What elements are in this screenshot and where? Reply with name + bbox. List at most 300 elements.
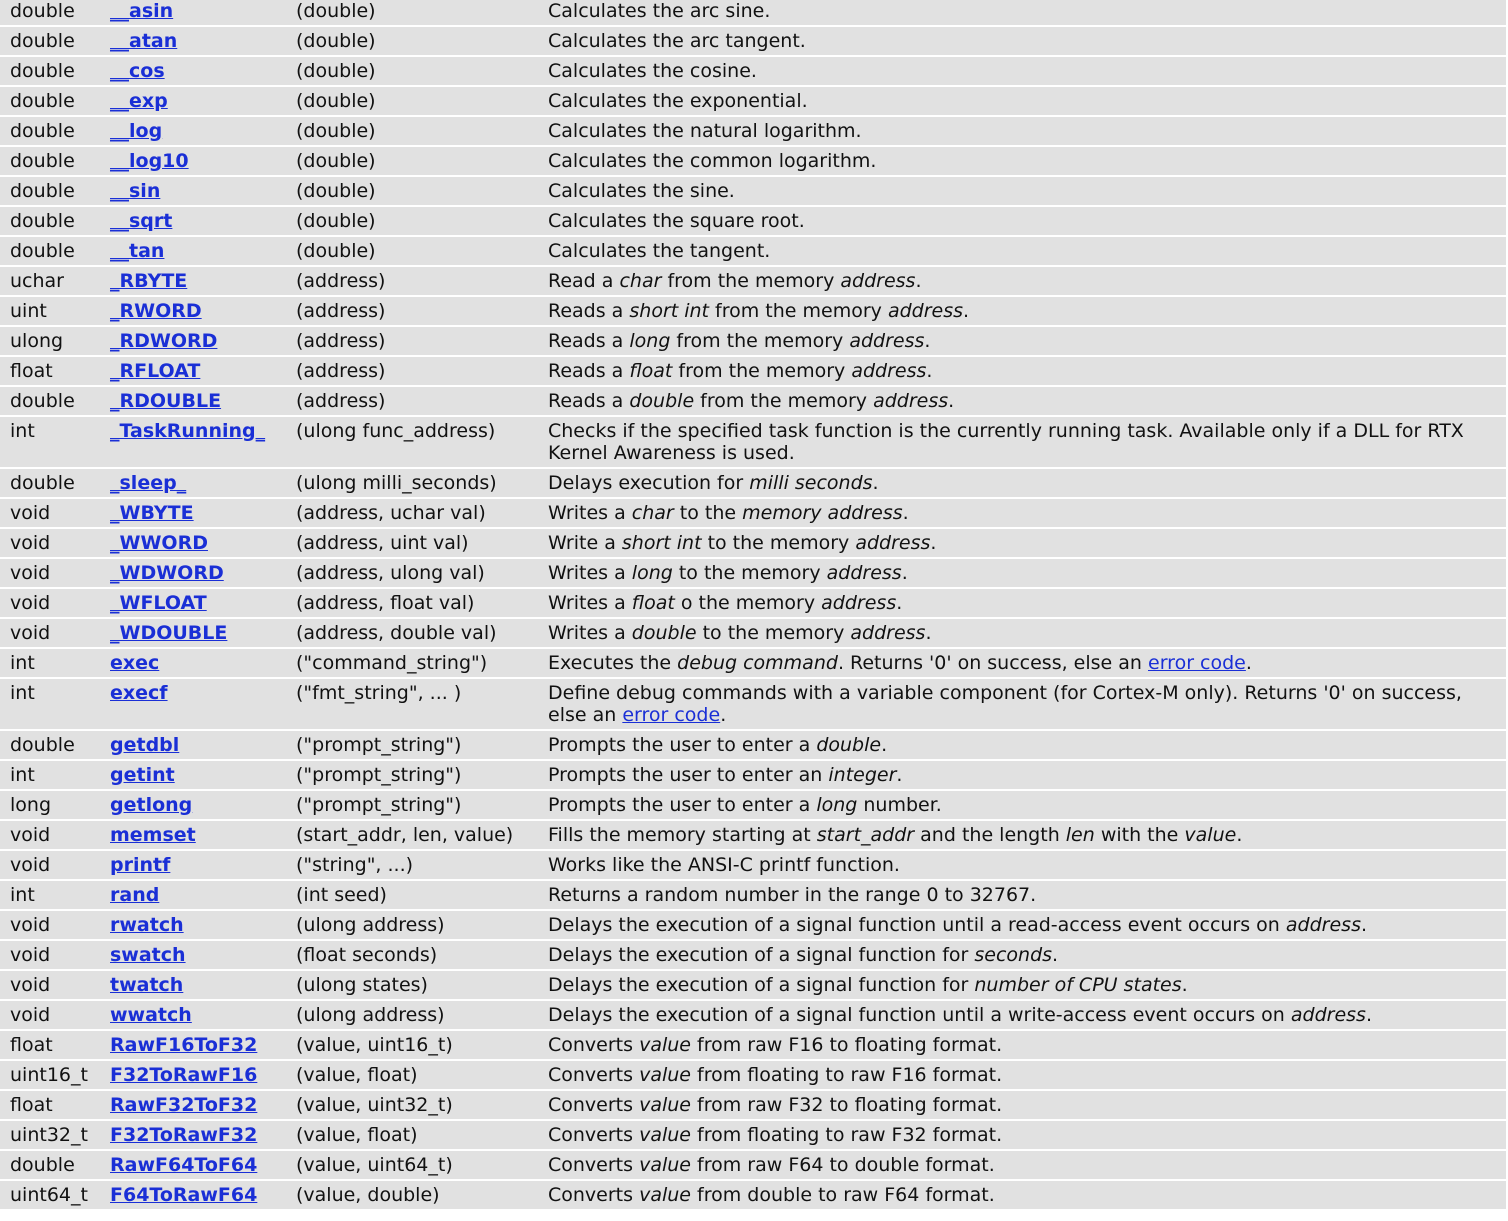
function-name-cell — [104, 1030, 286, 1060]
table-row — [0, 588, 1506, 618]
description-text: from the memory — [694, 390, 874, 412]
description-text: . — [896, 592, 903, 614]
table-row — [0, 326, 1506, 356]
function-name-cell — [104, 56, 286, 86]
return-type: int — [0, 678, 104, 730]
description-text: . — [963, 300, 970, 322]
parameters: (double) — [286, 26, 538, 56]
description-emphasis: short int — [621, 532, 702, 554]
table-row — [0, 1030, 1506, 1060]
description-text: Calculates the common logarithm. — [548, 150, 877, 172]
function-link[interactable]: swatch — [110, 944, 186, 966]
function-name-cell — [104, 146, 286, 176]
return-type: uint64_t — [0, 1180, 104, 1210]
description-text: from the memory — [670, 330, 850, 352]
function-name-cell — [104, 678, 286, 730]
table-row — [0, 146, 1506, 176]
description-emphasis: address — [850, 622, 926, 644]
return-type: void — [0, 588, 104, 618]
description-text: to the memory — [672, 562, 827, 584]
table-row — [0, 1000, 1506, 1030]
function-link[interactable]: _RDWORD — [110, 330, 218, 352]
description — [538, 910, 1506, 940]
parameters: (start_addr, len, value) — [286, 820, 538, 850]
parameters: ("prompt_string") — [286, 730, 538, 760]
description — [538, 1030, 1506, 1060]
description — [538, 498, 1506, 528]
description-emphasis: address — [826, 562, 902, 584]
description-text: . Returns '0' on success, else an — [837, 652, 1149, 674]
description-emphasis: debug command — [677, 652, 838, 674]
description-text: Delays the execution of a signal function until a read-access event occurs on — [548, 914, 1286, 936]
description-emphasis: address — [851, 360, 927, 382]
table-row — [0, 86, 1506, 116]
description — [538, 236, 1506, 266]
description — [538, 678, 1506, 730]
parameters: (ulong states) — [286, 970, 538, 1000]
description-text: from raw F64 to double format. — [690, 1154, 995, 1176]
description-emphasis: number of CPU states — [974, 974, 1182, 996]
return-type: double — [0, 206, 104, 236]
description-text: Converts — [548, 1154, 640, 1176]
description-text: Executes the — [548, 652, 678, 674]
function-name-cell — [104, 528, 286, 558]
description-text: from the memory — [661, 270, 841, 292]
function-link[interactable]: execf — [110, 682, 168, 704]
description-text: . — [925, 622, 932, 644]
return-type: void — [0, 618, 104, 648]
parameters: (double) — [286, 116, 538, 146]
return-type: uint16_t — [0, 1060, 104, 1090]
function-link[interactable]: __log10 — [110, 150, 189, 172]
function-link[interactable]: getlong — [110, 794, 193, 816]
function-name-cell — [104, 730, 286, 760]
function-name-cell — [104, 880, 286, 910]
description-text: Calculates the sine. — [548, 180, 735, 202]
function-name-cell — [104, 176, 286, 206]
parameters: (address, float val) — [286, 588, 538, 618]
function-link[interactable]: _WFLOAT — [110, 592, 207, 614]
return-type: uint32_t — [0, 1120, 104, 1150]
description — [538, 116, 1506, 146]
description — [538, 386, 1506, 416]
table-row — [0, 880, 1506, 910]
function-link[interactable]: getdbl — [110, 734, 180, 756]
table-row — [0, 498, 1506, 528]
function-link[interactable]: __log — [110, 120, 163, 142]
description-text: Converts — [548, 1184, 640, 1206]
table-row — [0, 528, 1506, 558]
function-link[interactable]: __sin — [110, 180, 161, 202]
function-name-cell — [104, 498, 286, 528]
description-text: Delays the execution of a signal function for — [548, 974, 975, 996]
description — [538, 206, 1506, 236]
return-type: void — [0, 970, 104, 1000]
description-text: Calculates the cosine. — [548, 60, 757, 82]
return-type: void — [0, 1000, 104, 1030]
function-link[interactable]: __cos — [110, 60, 165, 82]
return-type: double — [0, 86, 104, 116]
parameters: (float seconds) — [286, 940, 538, 970]
function-link[interactable]: __sqrt — [110, 210, 173, 232]
description-text: Writes a — [548, 622, 632, 644]
description-emphasis: float — [629, 360, 673, 382]
return-type: uchar — [0, 266, 104, 296]
function-name-cell — [104, 296, 286, 326]
error-code-link[interactable]: error code — [622, 704, 721, 726]
return-type: void — [0, 940, 104, 970]
parameters: (double) — [286, 146, 538, 176]
description-emphasis: short int — [629, 300, 710, 322]
parameters: (double) — [286, 86, 538, 116]
table-row — [0, 910, 1506, 940]
return-type: void — [0, 558, 104, 588]
function-name-cell — [104, 1090, 286, 1120]
description-text: Converts — [548, 1064, 640, 1086]
function-name-cell — [104, 356, 286, 386]
description-emphasis: value — [639, 1124, 691, 1146]
description-text: from raw F32 to floating format. — [690, 1094, 1003, 1116]
parameters: (value, float) — [286, 1060, 538, 1090]
description-text: . — [901, 562, 908, 584]
description — [538, 266, 1506, 296]
description-emphasis: value — [1184, 824, 1237, 846]
return-type: double — [0, 176, 104, 206]
function-link[interactable]: _WBYTE — [110, 502, 194, 524]
description — [538, 588, 1506, 618]
function-name-cell — [104, 1150, 286, 1180]
description-text: number. — [857, 794, 942, 816]
description-text: Reads a — [548, 330, 630, 352]
function-name-cell — [104, 970, 286, 1000]
description-text: Fills the memory starting at — [548, 824, 817, 846]
description-text: from the memory — [672, 360, 852, 382]
function-link[interactable]: _TaskRunning_ — [110, 420, 266, 442]
description-text: Writes a — [548, 562, 632, 584]
description-text: Delays the execution of a signal function for — [548, 944, 975, 966]
description-emphasis: double — [816, 734, 882, 756]
description — [538, 1060, 1506, 1090]
return-type: double — [0, 236, 104, 266]
description — [538, 176, 1506, 206]
table-row — [0, 1090, 1506, 1120]
description — [538, 880, 1506, 910]
function-link[interactable]: __exp — [110, 90, 168, 112]
function-link[interactable]: _RFLOAT — [110, 360, 201, 382]
description-text: . — [926, 360, 933, 382]
function-name-cell — [104, 266, 286, 296]
function-name-cell — [104, 236, 286, 266]
description-emphasis: start_addr — [816, 824, 915, 846]
table-row — [0, 730, 1506, 760]
return-type: double — [0, 146, 104, 176]
parameters: (address, double val) — [286, 618, 538, 648]
function-name-cell — [104, 648, 286, 678]
return-type: int — [0, 880, 104, 910]
description-text: Calculates the square root. — [548, 210, 805, 232]
description-text: Calculates the exponential. — [548, 90, 808, 112]
parameters: (double) — [286, 56, 538, 86]
description-text: . — [872, 472, 879, 494]
function-link[interactable]: RawF16ToF32 — [110, 1034, 258, 1056]
description — [538, 1180, 1506, 1210]
description — [538, 356, 1506, 386]
error-code-link[interactable]: error code — [1148, 652, 1246, 674]
description — [538, 1120, 1506, 1150]
function-link[interactable]: RawF32ToF32 — [110, 1094, 258, 1116]
description-emphasis: double — [631, 622, 697, 644]
description-emphasis: address — [821, 592, 897, 614]
parameters: (int seed) — [286, 880, 538, 910]
description-text: Write a — [548, 532, 622, 554]
description — [538, 760, 1506, 790]
description-text: Reads a — [548, 390, 630, 412]
description-text: Reads a — [548, 300, 630, 322]
parameters: ("prompt_string") — [286, 790, 538, 820]
table-row — [0, 236, 1506, 266]
function-name-cell — [104, 0, 286, 26]
parameters: (value, double) — [286, 1180, 538, 1210]
function-link[interactable]: F32ToRawF32 — [110, 1124, 258, 1146]
table-row — [0, 1120, 1506, 1150]
parameters: ("fmt_string", ... ) — [286, 678, 538, 730]
description — [538, 528, 1506, 558]
parameters: (address) — [286, 266, 538, 296]
description-text: . — [1245, 652, 1252, 674]
description — [538, 940, 1506, 970]
description-emphasis: address — [855, 532, 931, 554]
function-link[interactable]: _WDOUBLE — [110, 622, 228, 644]
function-name-cell — [104, 326, 286, 356]
description-emphasis: char — [631, 502, 674, 524]
table-row — [0, 850, 1506, 880]
function-link[interactable]: exec — [110, 652, 160, 674]
description-emphasis: seconds — [974, 944, 1053, 966]
table-row — [0, 820, 1506, 850]
return-type: double — [0, 468, 104, 498]
function-link[interactable]: _WDWORD — [110, 562, 224, 584]
table-row — [0, 760, 1506, 790]
parameters: (ulong address) — [286, 1000, 538, 1030]
return-type: double — [0, 26, 104, 56]
parameters: (double) — [286, 176, 538, 206]
parameters: (address) — [286, 386, 538, 416]
table-row — [0, 618, 1506, 648]
description-text: Delays the execution of a signal function until a write-access event occurs on — [548, 1004, 1291, 1026]
function-link[interactable]: _sleep_ — [110, 472, 187, 494]
function-name-cell — [104, 468, 286, 498]
description — [538, 970, 1506, 1000]
return-type: double — [0, 116, 104, 146]
function-link[interactable]: __asin — [110, 0, 174, 22]
return-type: int — [0, 416, 104, 468]
description — [538, 1150, 1506, 1180]
function-link[interactable]: getint — [110, 764, 175, 786]
description — [538, 326, 1506, 356]
function-name-cell — [104, 116, 286, 146]
description-text: from floating to raw F32 format. — [690, 1124, 1003, 1146]
description-text: Converts — [548, 1034, 640, 1056]
description-text: from double to raw F64 format. — [690, 1184, 995, 1206]
return-type: void — [0, 910, 104, 940]
description-text: from floating to raw F16 format. — [690, 1064, 1003, 1086]
function-name-cell — [104, 206, 286, 236]
table-row — [0, 1060, 1506, 1090]
parameters: (address) — [286, 356, 538, 386]
description-text: . — [1236, 824, 1243, 846]
function-link[interactable]: rand — [110, 884, 160, 906]
description-text: . — [902, 502, 909, 524]
description-emphasis: address — [1285, 914, 1361, 936]
description — [538, 618, 1506, 648]
function-name-cell — [104, 1000, 286, 1030]
parameters: (value, uint64_t) — [286, 1150, 538, 1180]
function-link[interactable]: _RBYTE — [110, 270, 188, 292]
function-name-cell — [104, 386, 286, 416]
description-emphasis: value — [639, 1184, 691, 1206]
description — [538, 1090, 1506, 1120]
function-link[interactable]: F32ToRawF16 — [110, 1064, 258, 1086]
return-type: float — [0, 1090, 104, 1120]
description — [538, 790, 1506, 820]
description-emphasis: address — [849, 330, 925, 352]
description-emphasis: address — [873, 390, 949, 412]
function-link[interactable]: _RWORD — [110, 300, 202, 322]
description-emphasis: char — [619, 270, 662, 292]
function-link[interactable]: __atan — [110, 30, 178, 52]
description — [538, 146, 1506, 176]
function-link[interactable]: __tan — [110, 240, 165, 262]
description-text: to the memory — [696, 622, 851, 644]
return-type: double — [0, 386, 104, 416]
return-type: void — [0, 528, 104, 558]
function-name-cell — [104, 26, 286, 56]
description-emphasis: milli seconds — [749, 472, 873, 494]
description — [538, 1000, 1506, 1030]
return-type: ulong — [0, 326, 104, 356]
description-text: Writes a — [548, 502, 632, 524]
return-type: double — [0, 1150, 104, 1180]
description — [538, 56, 1506, 86]
parameters: (ulong func_address) — [286, 416, 538, 468]
table-row — [0, 678, 1506, 730]
description — [538, 648, 1506, 678]
function-link[interactable]: memset — [110, 824, 196, 846]
description-text: Prompts the user to enter a — [548, 794, 817, 816]
description-text: Converts — [548, 1094, 640, 1116]
table-row — [0, 970, 1506, 1000]
function-link[interactable]: _RDOUBLE — [110, 390, 222, 412]
description-text: with the — [1094, 824, 1185, 846]
description-emphasis: integer — [828, 764, 897, 786]
table-row — [0, 468, 1506, 498]
return-type: int — [0, 648, 104, 678]
table-row — [0, 940, 1506, 970]
description-emphasis: value — [639, 1034, 691, 1056]
description-emphasis: address — [1290, 1004, 1366, 1026]
description-text: Delays execution for — [548, 472, 750, 494]
table-row — [0, 558, 1506, 588]
description-emphasis: long — [631, 562, 673, 584]
description-emphasis: double — [629, 390, 695, 412]
description-text: from raw F16 to floating format. — [690, 1034, 1003, 1056]
parameters: (value, uint32_t) — [286, 1090, 538, 1120]
table-row — [0, 206, 1506, 236]
return-type: void — [0, 850, 104, 880]
function-name-cell — [104, 618, 286, 648]
description — [538, 296, 1506, 326]
description-text: . — [930, 532, 937, 554]
description — [538, 820, 1506, 850]
function-link[interactable]: RawF64ToF64 — [110, 1154, 258, 1176]
description-text: . — [720, 704, 727, 726]
description-emphasis: long — [629, 330, 671, 352]
parameters: (address) — [286, 296, 538, 326]
description-text: . — [1365, 1004, 1372, 1026]
parameters: (ulong address) — [286, 910, 538, 940]
function-link[interactable]: _WWORD — [110, 532, 208, 554]
table-row — [0, 1180, 1506, 1210]
function-name-cell — [104, 790, 286, 820]
table-row — [0, 176, 1506, 206]
description-text: Checks if the specified task function is the currently running task. Available only if a DLL for RTX Kernel Awareness is used. — [548, 420, 1464, 464]
parameters: (double) — [286, 206, 538, 236]
return-type: long — [0, 790, 104, 820]
function-name-cell — [104, 820, 286, 850]
description-emphasis: memory address — [742, 502, 903, 524]
description-text: Prompts the user to enter an — [548, 764, 829, 786]
description-text: . — [896, 764, 903, 786]
function-link[interactable]: printf — [110, 854, 171, 876]
table-row — [0, 416, 1506, 468]
description-emphasis: float — [631, 592, 675, 614]
return-type: float — [0, 1030, 104, 1060]
description-text: Calculates the tangent. — [548, 240, 771, 262]
function-link[interactable]: rwatch — [110, 914, 184, 936]
return-type: int — [0, 760, 104, 790]
description-emphasis: value — [639, 1154, 691, 1176]
function-link[interactable]: twatch — [110, 974, 184, 996]
table-row — [0, 26, 1506, 56]
parameters: ("command_string") — [286, 648, 538, 678]
description — [538, 558, 1506, 588]
function-name-cell — [104, 416, 286, 468]
description-text: . — [924, 330, 931, 352]
function-link[interactable]: F64ToRawF64 — [110, 1184, 258, 1206]
table-row — [0, 296, 1506, 326]
parameters: (double) — [286, 236, 538, 266]
description-text: to the memory — [701, 532, 856, 554]
parameters: (address, uint val) — [286, 528, 538, 558]
function-link[interactable]: wwatch — [110, 1004, 192, 1026]
parameters: ("string", ...) — [286, 850, 538, 880]
return-type: void — [0, 820, 104, 850]
parameters: (address, uchar val) — [286, 498, 538, 528]
description-text: Converts — [548, 1124, 640, 1146]
description-text: Works like the ANSI-C printf function. — [548, 854, 900, 876]
description-emphasis: value — [639, 1064, 691, 1086]
function-name-cell — [104, 86, 286, 116]
description — [538, 0, 1506, 26]
return-type: void — [0, 498, 104, 528]
table-row — [0, 648, 1506, 678]
description-text: Define debug commands with a variable component (for Cortex-M only). Returns '0' on success, else an — [548, 682, 1462, 726]
description-emphasis: len — [1065, 824, 1095, 846]
function-name-cell — [104, 1120, 286, 1150]
return-type: double — [0, 56, 104, 86]
description-text: . — [881, 734, 888, 756]
return-type: uint — [0, 296, 104, 326]
